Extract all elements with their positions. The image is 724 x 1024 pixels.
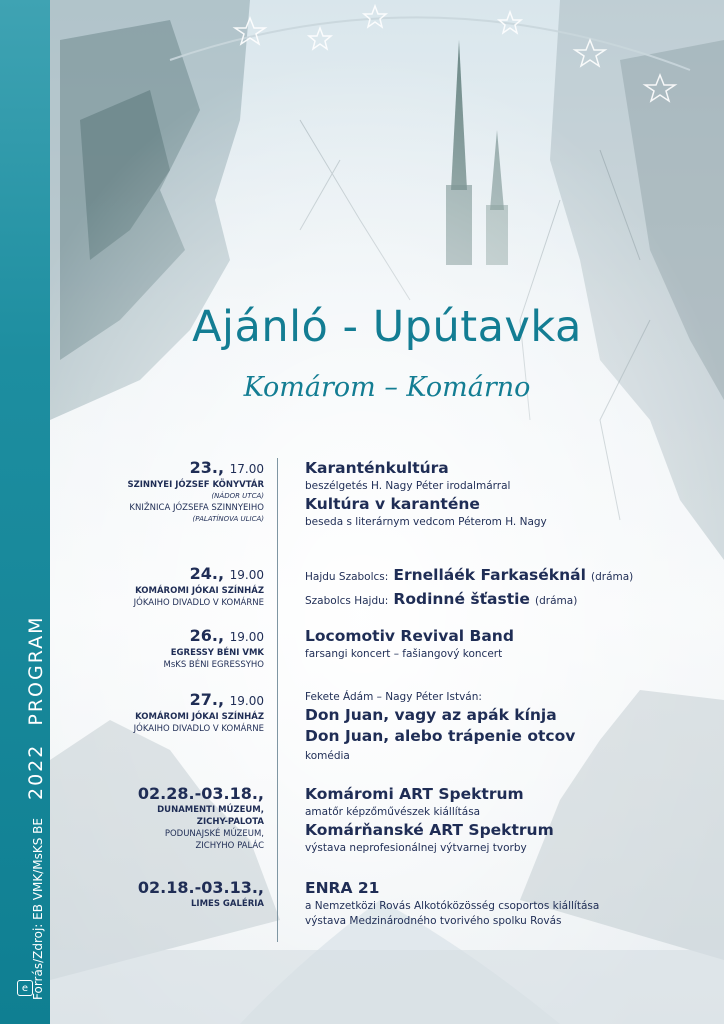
event-date: 26., [189,626,225,645]
event-title: Karanténkultúra [305,459,449,477]
event-venue: (NÁDOR UTCA) [211,492,264,500]
event-when-where [90,878,264,910]
event-title: Komárňanské ART Spektrum [305,821,554,839]
event-title: Locomotiv Revival Band [305,627,514,645]
event-details [305,458,705,530]
event-venue: MsKS BÉNI EGRESSYHO [163,660,264,670]
event-title: Rodinné šťastie [393,590,530,608]
event-description: výstava neprofesionálnej výtvarnej tvorby [305,842,527,854]
event-venue: JÓKAIHO DIVADLO V KOMÁRNE [133,724,264,734]
page-title: Ajánló - Upútavka [192,302,582,352]
event-venue: KNIŽNICA JÓZSEFA SZINNYEIHO [129,503,264,513]
event-description: beszélgetés H. Nagy Péter irodalmárral [305,480,511,492]
event-venue: KOMÁROMI JÓKAI SZÍNHÁZ [135,586,264,596]
event-details [305,878,705,929]
event-venue: (PALATÍNOVA ULICA) [192,515,264,523]
event-description: beseda s literárnym vedcom Péterom H. Nagy [305,516,547,528]
event-venue: KOMÁROMI JÓKAI SZÍNHÁZ [135,712,264,722]
event-description: farsangi koncert – fašiangový koncert [305,648,503,660]
event-when-where [90,626,264,671]
event-title: Don Juan, vagy az apák kínja [305,706,557,724]
event-when-where [90,458,264,525]
event-genre: komédia [305,750,350,762]
event-title: Don Juan, alebo trápenie otcov [305,727,576,745]
source-credit: Forrás/Zdroj: EB VMK/MsKS BE [31,818,45,1000]
event-description: amatőr képzőművészek kiállítása [305,806,481,818]
event-details [305,564,705,612]
event-venue: PODUNAJSKÉ MÚZEUM, [164,829,264,839]
event-title: Ernelláék Farkaséknál [393,566,586,584]
event-title: Komáromi ART Spektrum [305,785,524,803]
event-time: 19.00 [229,694,264,708]
sidebar-caption [25,615,47,1000]
event-details [305,784,705,856]
page-subtitle: Komárom – Komárno [243,372,531,403]
event-date: 24., [189,564,225,583]
event-time: 19.00 [229,630,264,644]
event-details [305,626,705,662]
event-genre: (dráma) [591,571,634,583]
column-divider [277,458,278,942]
event-title: ENRA 21 [305,879,380,897]
event-date: 27., [189,690,225,709]
event-venue: DUNAMENTI MÚZEUM, [157,805,264,815]
event-author: Fekete Ádám – Nagy Péter István: [305,691,482,703]
sidebar-band [0,0,50,1024]
event-when-where [90,784,264,852]
event-venue: SZINNYEI JÓZSEF KÖNYVTÁR [127,480,264,490]
event-details [305,690,705,764]
event-venue: EGRESSY BÉNI VMK [170,648,264,658]
event-author: Szabolcs Hajdu: [305,595,389,607]
event-venue: JÓKAIHO DIVADLO V KOMÁRNE [133,598,264,608]
event-description: výstava Medzinárodného tvorivého spolku Rovás [305,915,562,927]
eb-logo-icon: e [17,980,33,996]
event-date: 02.28.-03.18., [137,784,264,803]
program-year: 2022 [25,743,47,800]
event-author: Hajdu Szabolcs: [305,571,389,583]
event-date: 02.18.-03.13., [137,878,264,897]
event-date: 23., [189,458,225,477]
event-time: 17.00 [229,462,264,476]
event-when-where [90,564,264,609]
event-description: a Nemzetközi Rovás Alkotóközösség csoportos kiállítása [305,900,600,912]
event-venue: ZICHYHO PALÁC [195,841,264,851]
event-when-where [90,690,264,735]
program-label: PROGRAM [25,615,47,726]
event-time: 19.00 [229,568,264,582]
event-venue: ZICHY-PALOTA [196,817,264,827]
event-title: Kultúra v karanténe [305,495,480,513]
event-venue: LIMES GALÉRIA [191,899,264,909]
event-genre: (dráma) [535,595,578,607]
